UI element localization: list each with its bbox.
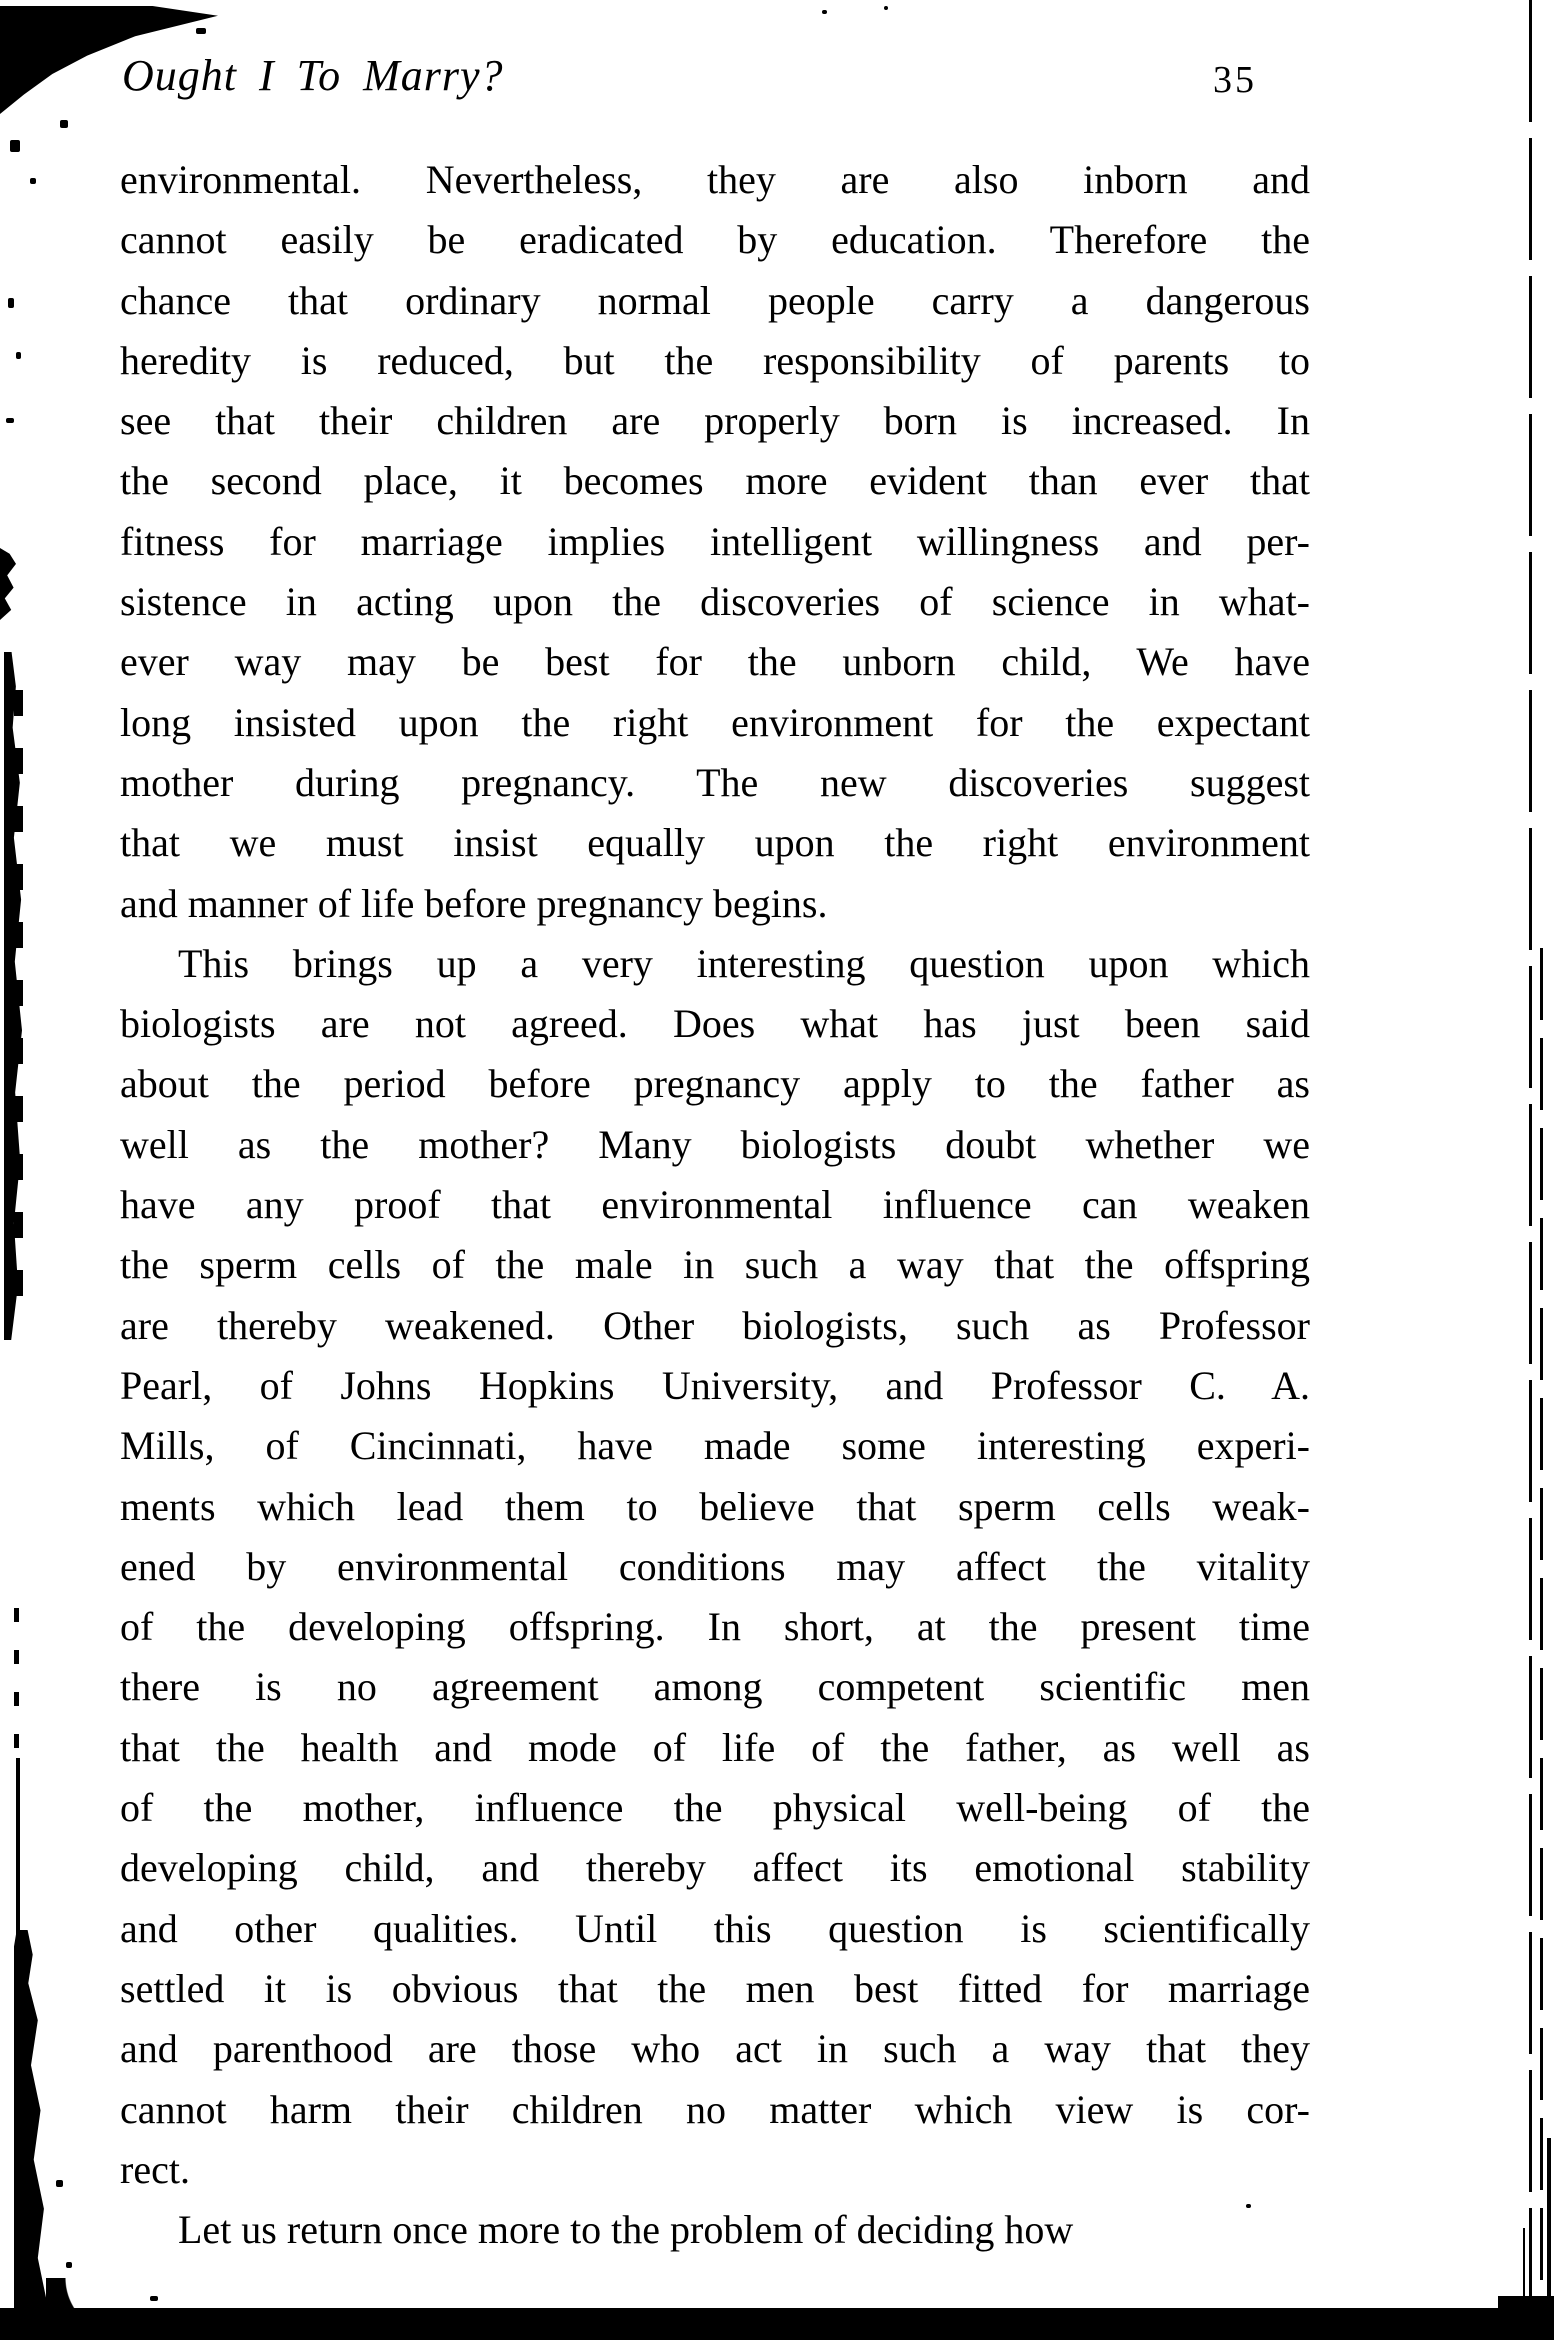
scan-speck	[1246, 2204, 1251, 2208]
text-line: of the developing offspring. In short, at the present time	[120, 1604, 1310, 1650]
scan-artifact-gutter-line	[1529, 0, 1532, 2340]
text-line: sistence in acting upon the discoveries of science in what-	[120, 579, 1310, 625]
running-header	[120, 50, 1310, 110]
page-number: 35	[1213, 59, 1257, 101]
scan-artifact-gutter-line	[1523, 2228, 1525, 2340]
page-title: Ought I To Marry?	[122, 51, 504, 100]
scan-speck	[822, 10, 827, 14]
text-line: Let us return once more to the problem of deciding how	[178, 2207, 1074, 2253]
scan-artifact-bottom-band	[0, 2308, 1554, 2340]
text-line: and parenthood are those who act in such a way that they	[120, 2026, 1310, 2072]
scan-speck	[6, 418, 14, 423]
text-line: cannot harm their children no matter which view is cor-	[120, 2086, 1310, 2132]
scan-speck	[66, 2262, 72, 2268]
text-line: there is no agreement among competent scientific men	[120, 1664, 1310, 1710]
text-line: ever way may be best for the unborn child, We have	[120, 639, 1310, 685]
text-line: and manner of life before pregnancy begins.	[120, 880, 828, 926]
text-line: well as the mother? Many biologists doubt whether we	[120, 1121, 1310, 1167]
text-line: long insisted upon the right environment for the expectant	[120, 699, 1310, 745]
scan-artifact-bottom-right-patch	[1498, 2296, 1554, 2340]
scan-artifact-left-cluster	[0, 548, 16, 620]
body-text	[120, 150, 1310, 2260]
text-line: settled it is obvious that the men best fitted for marriage	[120, 1965, 1310, 2011]
scan-speck	[60, 120, 68, 128]
text-line: fitness for marriage implies intelligent willingness and per-	[120, 518, 1310, 564]
text-line: heredity is reduced, but the responsibility of parents to	[120, 337, 1310, 383]
text-line: biologists are not agreed. Does what has just been said	[120, 1001, 1310, 1047]
scan-speck	[196, 28, 206, 34]
text-line: have any proof that environmental influence can weaken	[120, 1182, 1310, 1228]
scan-speck	[150, 2296, 158, 2301]
scan-artifact-left-line	[16, 1758, 20, 1958]
text-line: and other qualities. Until this question is scientifically	[120, 1905, 1310, 1951]
text-line: rect.	[120, 2146, 190, 2192]
text-line: the second place, it becomes more evident than ever that	[120, 458, 1310, 504]
scan-artifact-left-strip	[14, 690, 23, 1300]
scan-artifact-gutter-line	[1547, 2138, 1551, 2340]
text-line: This brings up a very interesting question upon which	[178, 940, 1310, 986]
text-line: about the period before pregnancy apply to the father as	[120, 1061, 1310, 1107]
scan-speck	[56, 2180, 63, 2187]
text-line: cannot easily be eradicated by education. Therefore the	[120, 217, 1310, 263]
text-line: of the mother, influence the physical well-being of the	[120, 1785, 1310, 1831]
text-line: chance that ordinary normal people carry a dangerous	[120, 277, 1310, 323]
text-line: ments which lead them to believe that sperm cells weak-	[120, 1483, 1310, 1529]
text-line: Mills, of Cincinnati, have made some interesting experi-	[120, 1423, 1310, 1469]
text-line: the sperm cells of the male in such a way that the offspring	[120, 1242, 1310, 1288]
text-line: are thereby weakened. Other biologists, such as Professor	[120, 1302, 1310, 1348]
text-line: environmental. Nevertheless, they are also inborn and	[120, 157, 1310, 202]
text-line: mother during pregnancy. The new discoveries suggest	[120, 759, 1310, 805]
text-line: Pearl, of Johns Hopkins University, and Professor C. A.	[120, 1362, 1310, 1408]
scan-speck	[30, 178, 36, 184]
text-line: developing child, and thereby affect its emotional stability	[120, 1845, 1310, 1891]
scan-speck	[16, 352, 21, 359]
scan-speck	[10, 140, 20, 152]
scan-artifact-left-bar	[14, 1930, 48, 2340]
text-line: ened by environmental conditions may affect the vitality	[120, 1543, 1310, 1589]
text-line: that the health and mode of life of the father, as well as	[120, 1724, 1310, 1770]
text-line: see that their children are properly born is increased. In	[120, 398, 1310, 444]
scan-speck	[8, 298, 14, 308]
scan-artifact-gutter-line	[1540, 948, 1543, 2340]
scan-artifact-left-marks	[14, 1608, 19, 1758]
text-line: that we must insist equally upon the right environment	[120, 820, 1310, 866]
scan-speck	[884, 6, 888, 10]
